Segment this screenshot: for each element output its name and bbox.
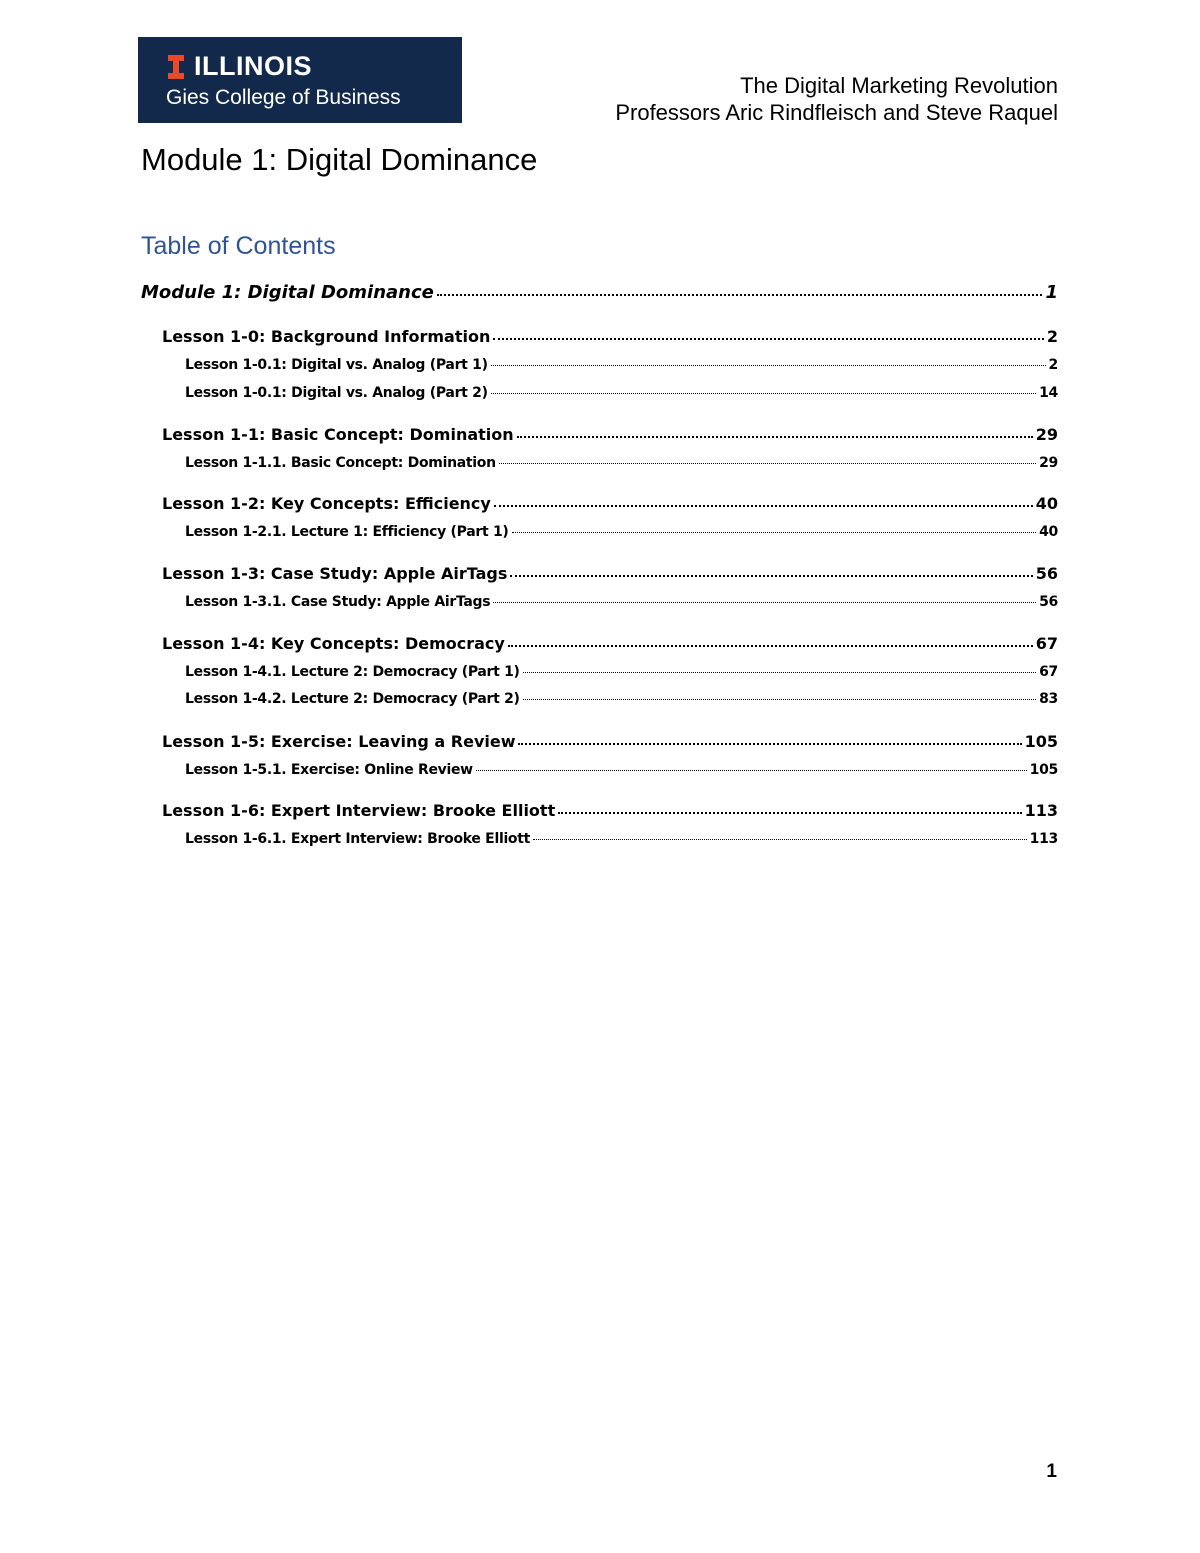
toc-entry-page: 105 [1024, 732, 1058, 751]
toc-entry-label: Lesson 1-5.1. Exercise: Online Review [185, 762, 473, 778]
toc-entry-lesson[interactable] [162, 563, 1058, 583]
toc-dot-leader [517, 424, 1033, 440]
toc-entry-label: Lesson 1-0: Background Information [162, 327, 491, 346]
toc-entry-sub[interactable] [185, 689, 1058, 707]
toc-entry-page: 29 [1039, 455, 1058, 471]
toc-dot-leader [491, 355, 1046, 369]
toc-entry-page: 67 [1039, 664, 1058, 680]
toc-entry-label: Lesson 1-6.1. Expert Interview: Brooke Elliott [185, 831, 531, 847]
toc-entry-label: Lesson 1-4.1. Lecture 2: Democracy (Part 1) [185, 664, 520, 680]
toc-entry-label: Lesson 1-3.1. Case Study: Apple AirTags [185, 594, 491, 610]
page-number: 1 [1046, 1461, 1057, 1482]
toc-entry-lesson[interactable] [162, 633, 1058, 653]
toc-entry-label: Lesson 1-4: Key Concepts: Democracy [162, 634, 505, 653]
course-title: The Digital Marketing Revolution [740, 73, 1058, 98]
toc-dot-leader [493, 592, 1036, 606]
toc-entry-page: 2 [1048, 357, 1058, 373]
toc-dot-leader [437, 280, 1043, 298]
toc-entry-sub[interactable] [185, 355, 1058, 373]
toc-entry-sub[interactable] [185, 592, 1058, 610]
document-title: Module 1: Digital Dominance [141, 142, 538, 177]
toc-entry-page: 2 [1046, 327, 1058, 346]
toc-entry-sub[interactable] [185, 662, 1058, 680]
logo-institution-name: ILLINOIS [194, 51, 312, 81]
toc-entry-page: 83 [1039, 691, 1058, 707]
toc-entry-module[interactable] [141, 280, 1058, 303]
toc-dot-leader [508, 633, 1033, 649]
toc-entry-sub[interactable] [185, 522, 1058, 540]
toc-dot-leader [476, 760, 1027, 774]
toc-entry-label: Lesson 1-6: Expert Interview: Brooke Elliott [162, 801, 556, 820]
toc-entry-page: 56 [1039, 594, 1058, 610]
toc-dot-leader [494, 493, 1033, 509]
toc-entry-lesson[interactable] [162, 800, 1058, 820]
toc-dot-leader [491, 383, 1036, 397]
toc-entry-label: Lesson 1-5: Exercise: Leaving a Review [162, 732, 516, 751]
toc-entry-label: Lesson 1-0.1: Digital vs. Analog (Part 1) [185, 357, 488, 373]
toc-entry-page: 56 [1035, 564, 1058, 583]
toc-entry-page: 113 [1024, 801, 1058, 820]
toc-entry-lesson[interactable] [162, 493, 1058, 513]
toc-dot-leader [512, 522, 1037, 536]
toc-entry-page: 40 [1039, 524, 1058, 540]
toc-dot-leader [523, 662, 1036, 676]
page-header [615, 72, 1058, 126]
toc-dot-leader [510, 563, 1032, 579]
toc-entry-lesson[interactable] [162, 326, 1058, 346]
toc-dot-leader [523, 689, 1036, 703]
toc-entry-page: 105 [1029, 762, 1058, 778]
toc-entry-label: Lesson 1-4.2. Lecture 2: Democracy (Part 2) [185, 691, 520, 707]
toc-entry-label: Lesson 1-1.1. Basic Concept: Domination [185, 455, 496, 471]
gies-college-logo [138, 37, 462, 123]
toc-entry-sub[interactable] [185, 383, 1058, 401]
toc-entry-label: Lesson 1-2: Key Concepts: Efficiency [162, 494, 491, 513]
toc-entry-label: Lesson 1-1: Basic Concept: Domination [162, 425, 514, 444]
toc-heading: Table of Contents [141, 232, 336, 260]
toc-dot-leader [499, 453, 1036, 467]
toc-entry-sub[interactable] [185, 760, 1058, 778]
toc-entry-page: 67 [1035, 634, 1058, 653]
toc-dot-leader [558, 800, 1021, 816]
toc-entry-page: 40 [1035, 494, 1058, 513]
toc-entry-sub[interactable] [185, 829, 1058, 847]
toc-entry-label: Lesson 1-0.1: Digital vs. Analog (Part 2) [185, 385, 488, 401]
toc-entry-page: 1 [1045, 282, 1058, 303]
toc-entry-label: Module 1: Digital Dominance [141, 282, 434, 303]
toc-entry-page: 14 [1039, 385, 1058, 401]
block-i-icon [168, 55, 184, 79]
toc-entry-lesson[interactable] [162, 424, 1058, 444]
toc-dot-leader [518, 731, 1021, 747]
logo-college-name: Gies College of Business [166, 86, 401, 109]
toc-dot-leader [533, 829, 1027, 843]
toc-entry-label: Lesson 1-2.1. Lecture 1: Efficiency (Part 1) [185, 524, 509, 540]
toc-dot-leader [493, 326, 1044, 342]
toc-entry-lesson[interactable] [162, 731, 1058, 751]
toc-entry-page: 113 [1029, 831, 1058, 847]
toc-entry-sub[interactable] [185, 453, 1058, 471]
professors-line: Professors Aric Rindfleisch and Steve Raquel [615, 100, 1058, 125]
toc-entry-page: 29 [1035, 425, 1058, 444]
toc-entry-label: Lesson 1-3: Case Study: Apple AirTags [162, 564, 508, 583]
